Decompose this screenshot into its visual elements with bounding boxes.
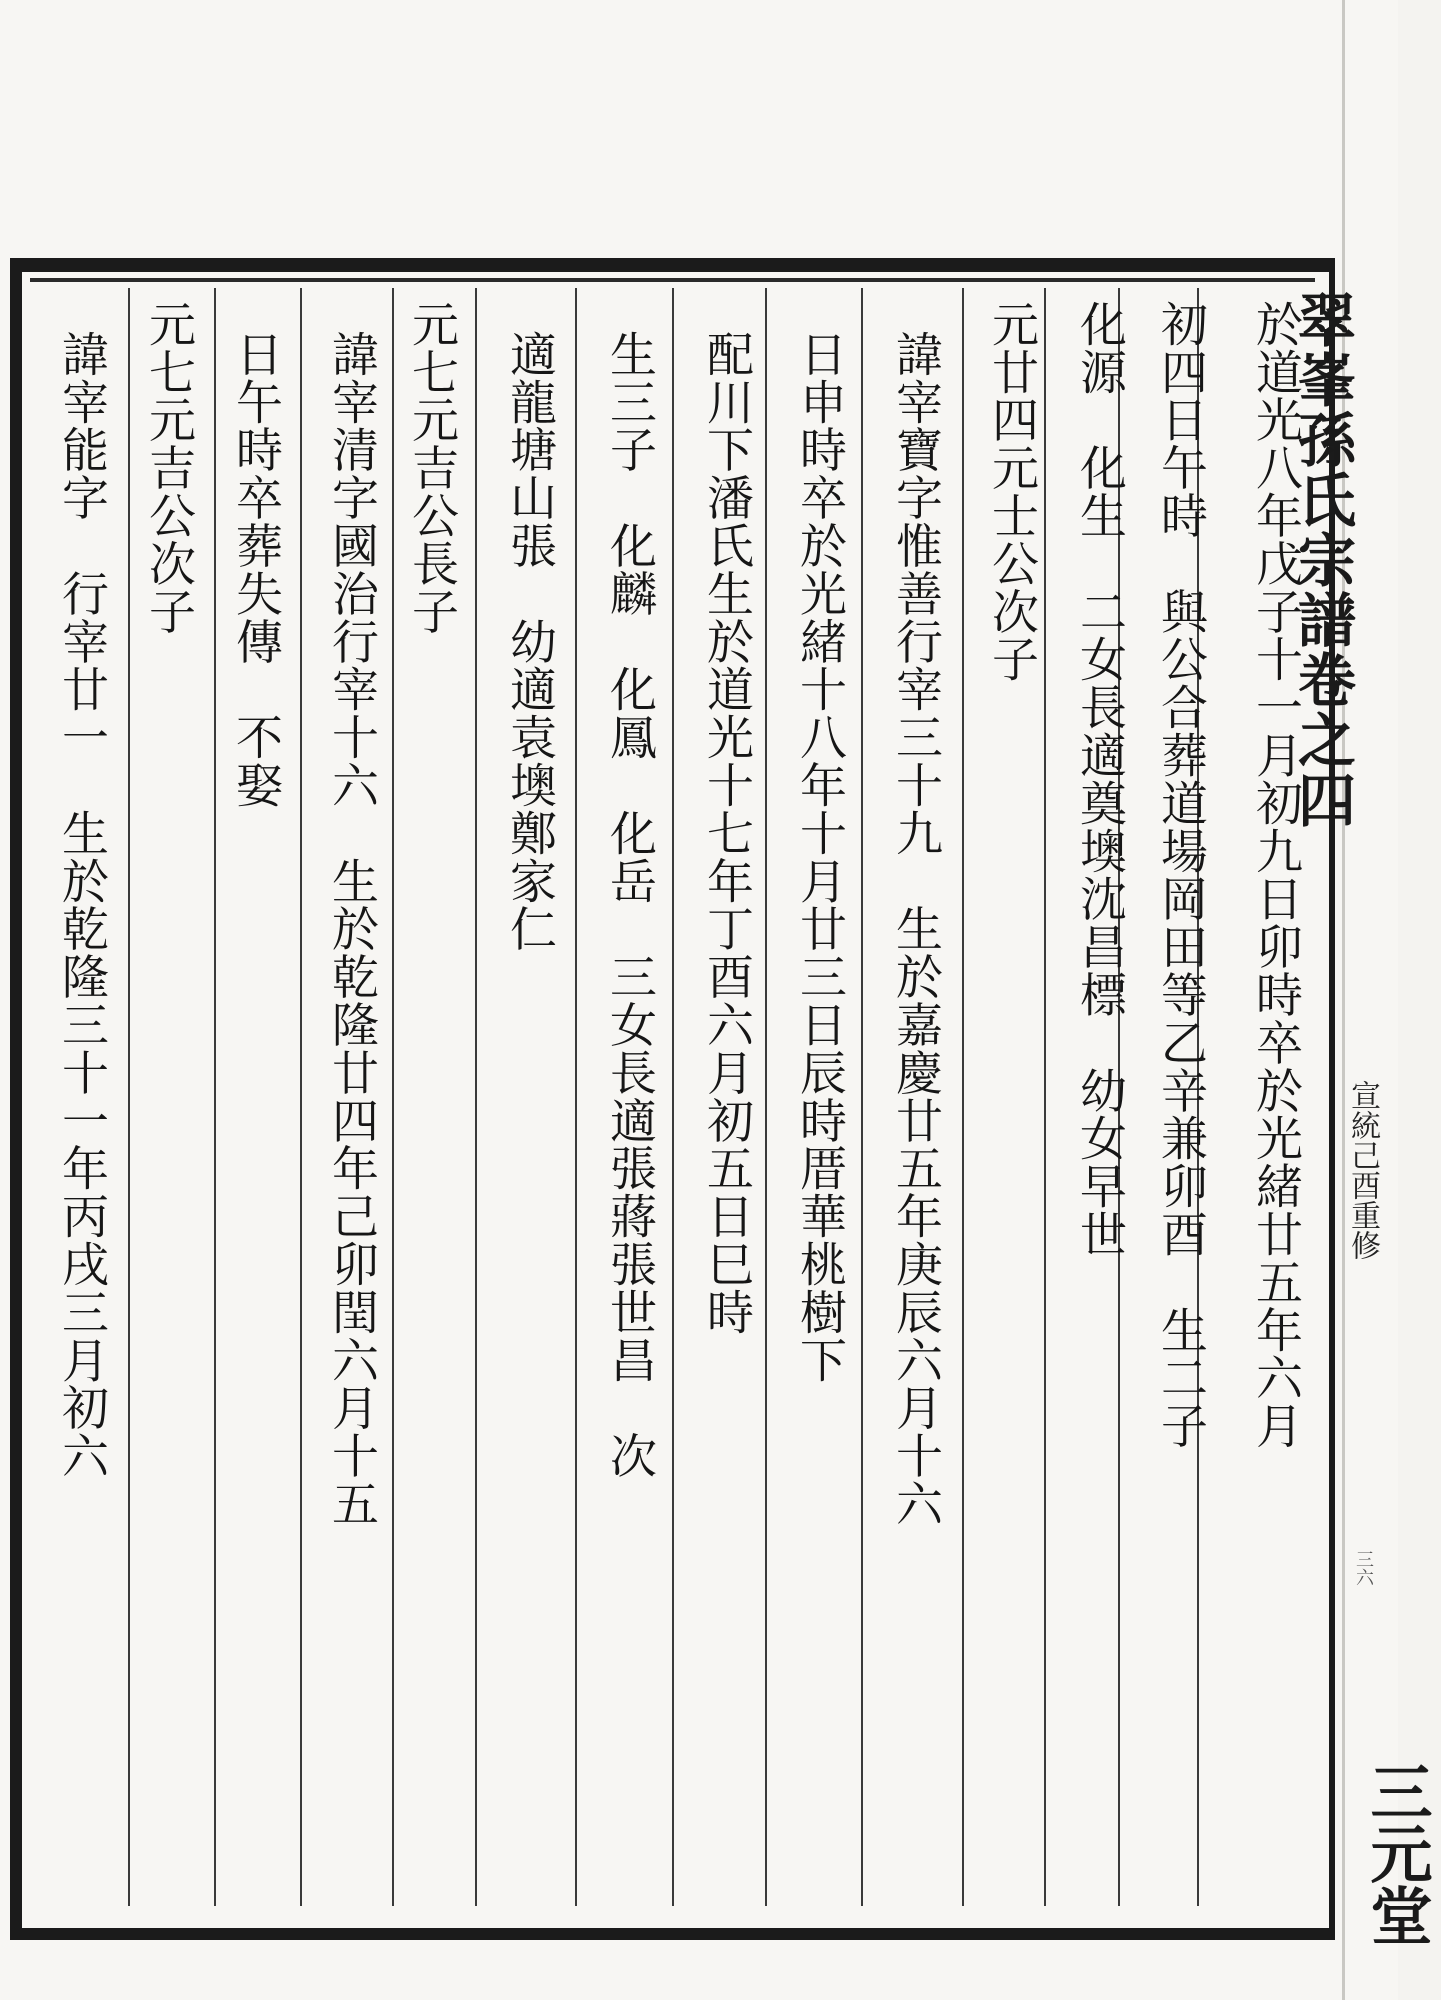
text-column-8: 生三子 化麟 化鳳 化岳 三女長適張蔣張世昌 次 <box>602 330 657 1480</box>
column-rule <box>575 288 577 1906</box>
text-column-12: 日午時卒葬失傳 不娶 <box>228 330 283 809</box>
text-column-6: 日申時卒於光緒十八年十月廿三日辰時厝華桃樹下 <box>792 330 847 1384</box>
book-title-text: 翠峯孫氏宗譜 <box>1288 290 1356 650</box>
text-column-13: 元七元吉公次子 <box>141 300 196 636</box>
text-column-5: 諱宰寶字惟善行宰三十九 生於嘉慶廿五年庚辰六月十六 <box>888 330 943 1528</box>
edition-note: 宣統己酉重修 <box>1345 1080 1380 1260</box>
column-rule <box>475 288 477 1906</box>
text-column-9: 適龍塘山張 幼適袁墺鄭家仁 <box>502 330 557 953</box>
column-rule <box>962 288 964 1906</box>
volume-text: 卷之四 <box>1288 650 1356 830</box>
text-column-1: 於道光八年戊子十一月初九日卯時卒於光緒廿五年六月 <box>1248 300 1303 1450</box>
text-column-2: 初四日午時 與公合葬道場岡田等乙辛兼卯酉 生二子 <box>1153 300 1208 1450</box>
column-rule <box>300 288 302 1906</box>
column-rule <box>861 288 863 1906</box>
text-column-7: 配川下潘氏生於道光十七年丁酉六月初五日巳時 <box>699 330 754 1336</box>
top-rule <box>30 278 1315 282</box>
text-column-14: 諱宰能字 行宰廿一 生於乾隆三十一年丙戌三月初六 <box>54 330 109 1480</box>
page-number: 三六 <box>1353 1550 1374 1586</box>
text-column-11: 諱宰清字國治行宰十六 生於乾隆廿四年己卯閏六月十五 <box>324 330 379 1528</box>
column-rule <box>128 288 130 1906</box>
column-rule <box>672 288 674 1906</box>
text-column-10: 元七元吉公長子 <box>404 300 459 636</box>
hall-name: 三元堂 <box>1360 1760 1433 1946</box>
column-rule <box>214 288 216 1906</box>
column-rule <box>765 288 767 1906</box>
text-column-3: 化源 化生 二女長適奠墺沈昌標 幼女早世 <box>1072 300 1127 1258</box>
column-rule <box>1044 288 1046 1906</box>
text-column-4: 元廿四元士公次子 <box>984 300 1039 684</box>
column-rule <box>392 288 394 1906</box>
